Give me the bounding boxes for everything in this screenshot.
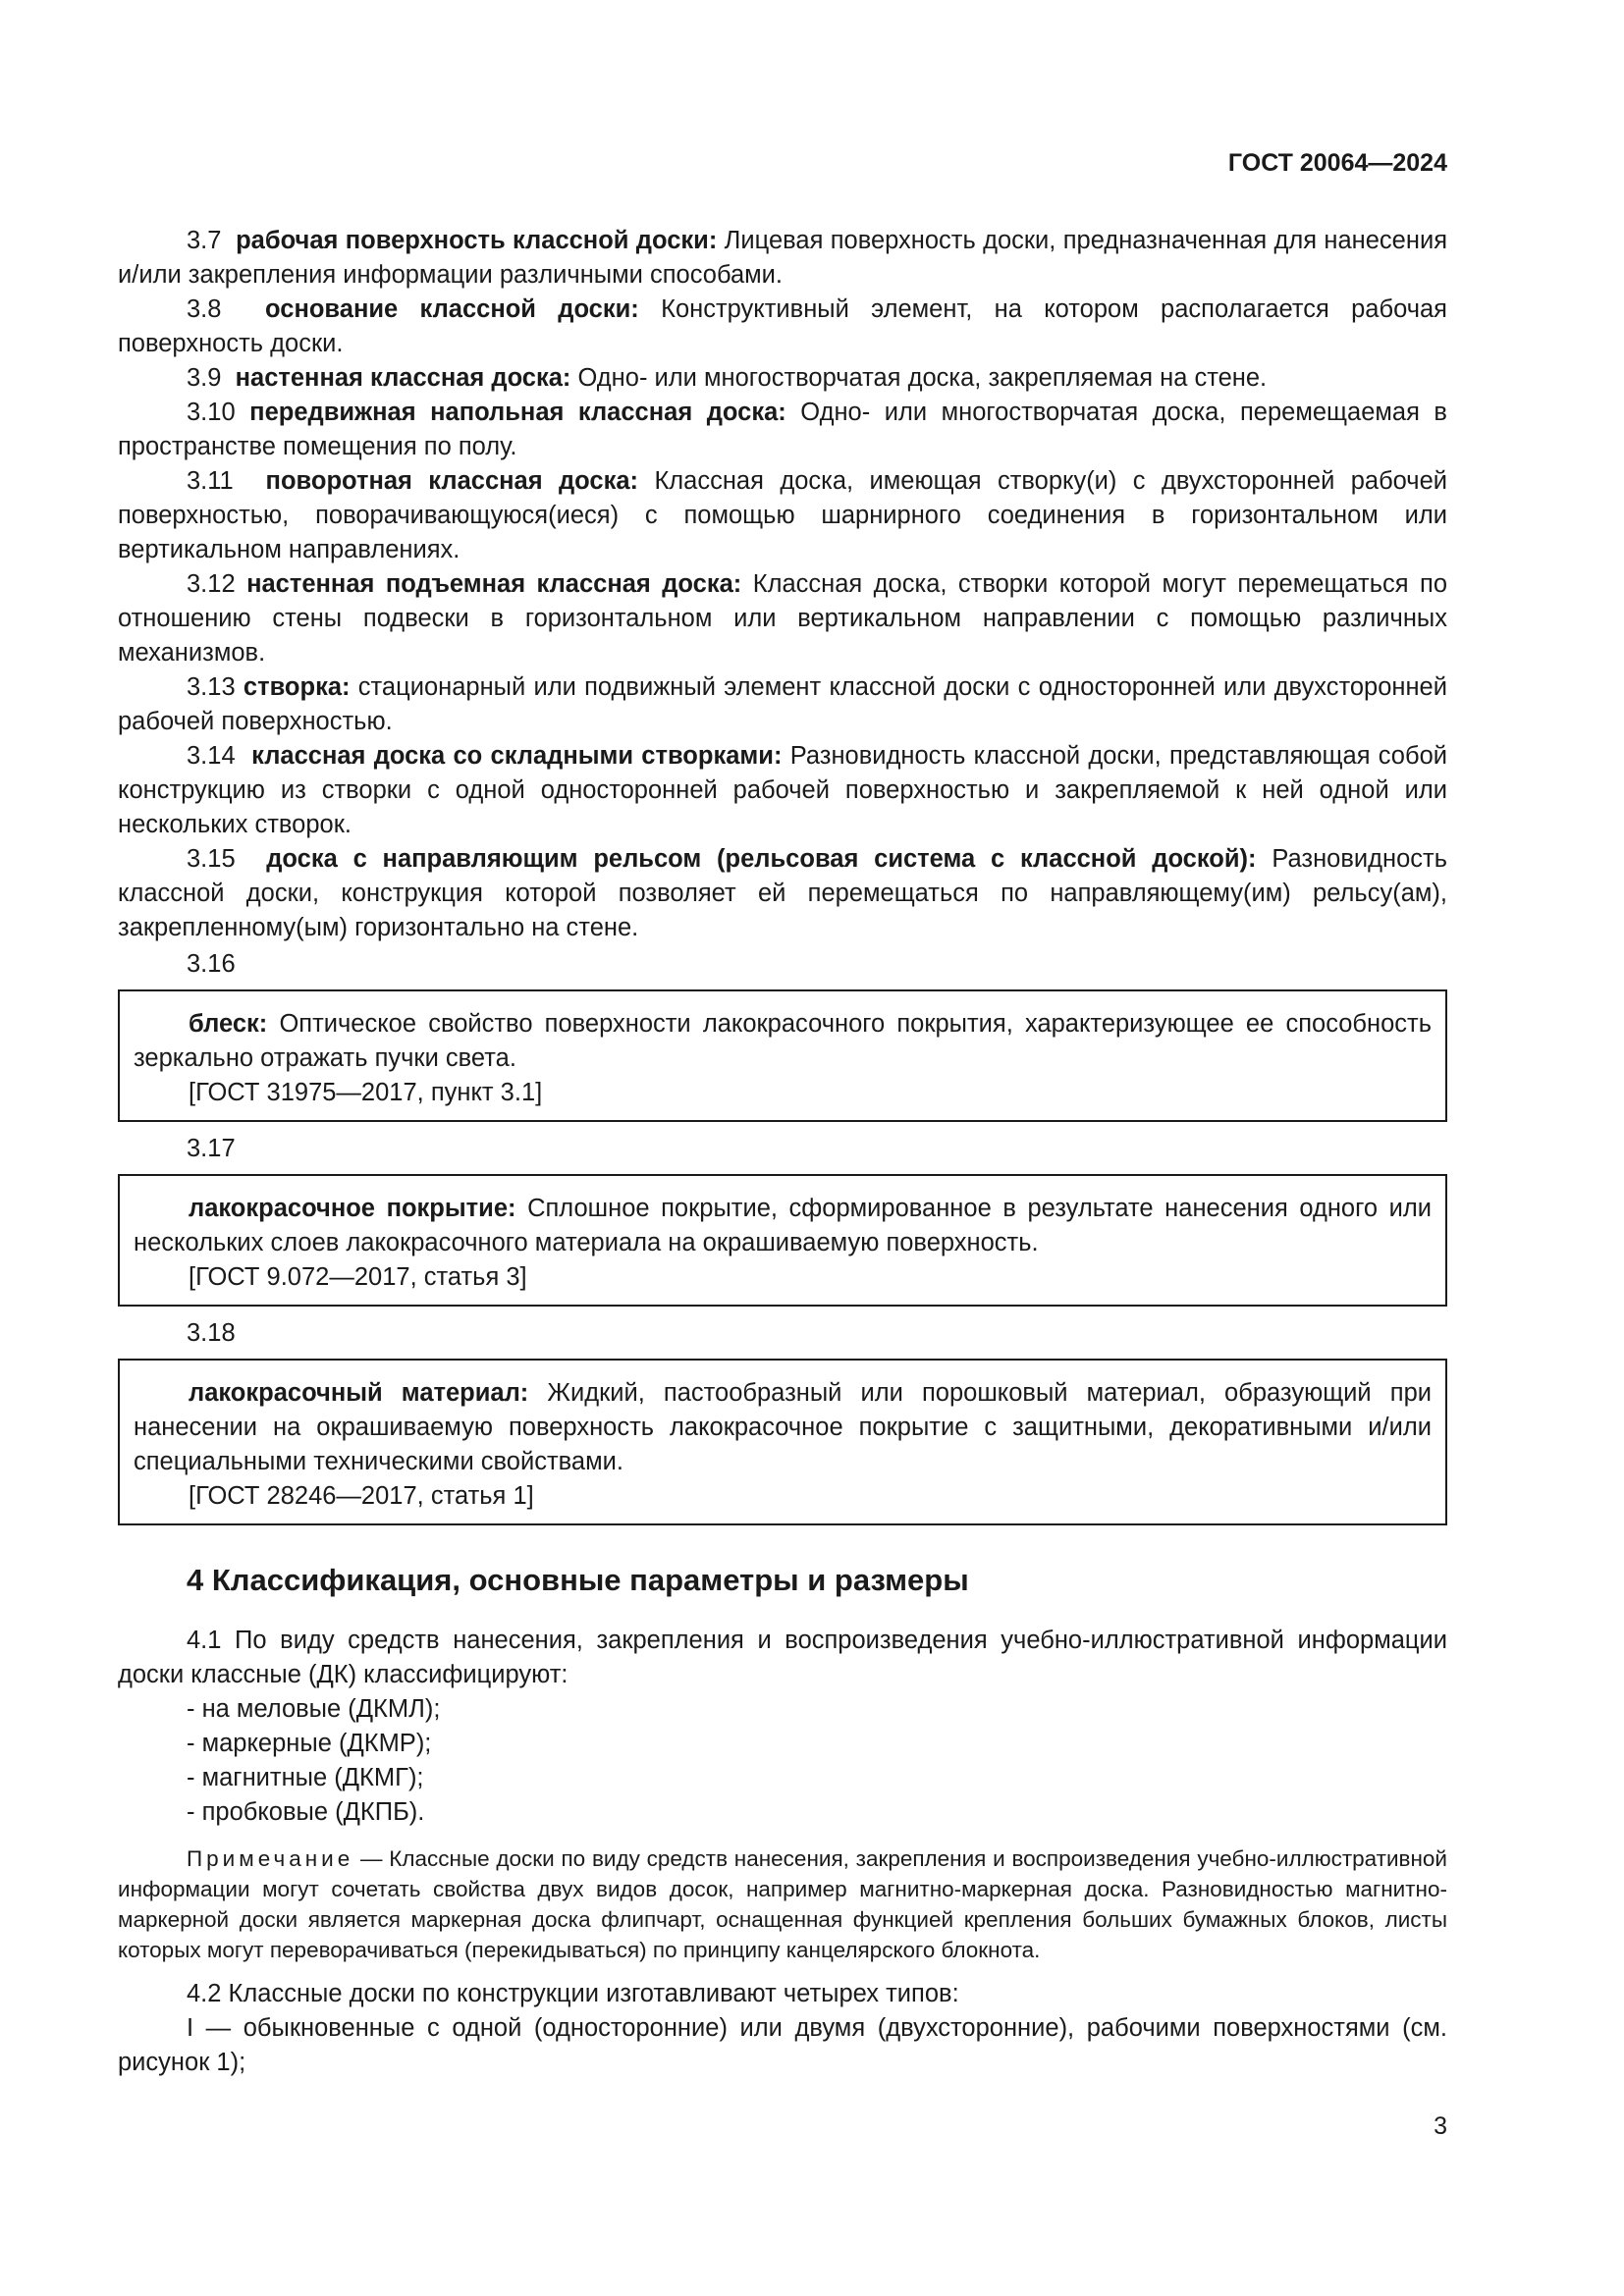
list-item: - магнитные (ДКМГ);	[187, 1764, 424, 1791]
term-3-12: 3.12 настенная подъемная классная доска: Классная доска, створки которой могут перемещаться по отношению стены подвески в горизонтальном или вертикальном направлении с помощью различных механизмов.	[118, 570, 1447, 667]
term-3-18-box	[118, 1359, 1447, 1525]
term-3-18-text: лакокрасочный материал: Жидкий, пастообразный или порошковый материал, образующий при нанесении на окрашиваемую поверхность лакокрасочное покрытие с защитными, декоративными и/или специальными техническими свойствами.	[134, 1379, 1432, 1475]
term-3-8: 3.8 основание классной доски: Конструктивный элемент, на котором располагается рабочая поверхность доски.	[118, 295, 1447, 357]
list-item: - маркерные (ДКМР);	[187, 1730, 432, 1757]
term-3-17-box	[118, 1174, 1447, 1307]
term-3-14: 3.14 классная доска со складными створками: Разновидность классной доски, представляющая собой конструкцию из створки с одной односторонней рабочей поверхностью и закрепляемой к ней одной или нескольких створок.	[118, 742, 1448, 838]
note	[118, 1843, 1447, 1965]
term-3-17-text: лакокрасочное покрытие: Сплошное покрытие, сформированное в результате нанесения одного или нескольких слоев лакокрасочного материала на окрашиваемую поверхность.	[134, 1195, 1432, 1256]
classification-list	[118, 1692, 1447, 1830]
term-3-16-ref: [ГОСТ 31975—2017, пункт 3.1]	[189, 1079, 543, 1106]
clause-4-1: 4.1 По виду средств нанесения, закрепления и воспроизведения учебно-иллюстративной информации доски классные (ДК) классифицируют:	[118, 1627, 1447, 1688]
term-3-10: 3.10 передвижная напольная классная доска: Одно- или многостворчатая доска, перемещаемая в пространстве помещения по полу.	[118, 399, 1447, 460]
document-header: ГОСТ 20064—2024	[1227, 149, 1447, 177]
term-3-18-ref: [ГОСТ 28246—2017, статья 1]	[189, 1482, 534, 1510]
list-item: - на меловые (ДКМЛ);	[187, 1695, 441, 1723]
page-content	[118, 224, 1447, 2080]
term-3-16-number: 3.16	[187, 950, 236, 978]
term-3-18-number: 3.18	[187, 1319, 236, 1347]
page-number: 3	[1434, 2112, 1447, 2140]
term-3-17-number: 3.17	[187, 1135, 236, 1162]
list-item: - пробковые (ДКПБ).	[187, 1798, 425, 1826]
term-3-11: 3.11 поворотная классная доска: Классная доска, имеющая створку(и) с двухсторонней рабочей поверхностью, поворачивающуюся(иеся) с помощью шарнирного соединения в горизонтальном или вертикальном направлениях.	[118, 467, 1448, 563]
term-3-9: 3.9 настенная классная доска: Одно- или многостворчатая доска, закрепляемая на стене.	[187, 364, 1268, 392]
note-label: Примечание	[187, 1846, 354, 1871]
term-3-15: 3.15 доска с направляющим рельсом (рельсовая система с классной доской): Разновидность классной доски, конструкция которой позволяет ей перемещаться по направляющему(им) рельсу(ам), закрепленному(ым) горизонтально на стене.	[118, 845, 1447, 941]
term-3-7: 3.7 рабочая поверхность классной доски: Лицевая поверхность доски, предназначенная для нанесения и/или закрепления информации различными способами.	[118, 227, 1448, 289]
term-3-13: 3.13 створка: стационарный или подвижный элемент классной доски с односторонней или двухсторонней рабочей поверхностью.	[118, 673, 1447, 735]
clause-4-2-type-1: I — обыкновенные с одной (односторонние) или двумя (двухсторонние), рабочими поверхностями (см. рисунок 1);	[118, 2014, 1447, 2076]
term-3-16-box	[118, 989, 1447, 1122]
clause-4-2: 4.2 Классные доски по конструкции изготавливают четырех типов:	[187, 1980, 959, 2007]
term-3-16-text: блеск: Оптическое свойство поверхности лакокрасочного покрытия, характеризующее ее способность зеркально отражать пучки света.	[134, 1010, 1432, 1072]
note-text: — Классные доски по виду средств нанесения, закрепления и воспроизведения учебно-иллюстративной информации могут сочетать свойства двух видов досок, например магнитно-маркерная доска. Разновидностью магнитно-маркерной доски является маркерная доска флипчарт, оснащенная функцией крепления больших бумажных блоков, листы которых могут переворачиваться (перекидываться) по принципу канцелярского блокнота.	[118, 1846, 1447, 1962]
section-4-heading: 4 Классификация, основные параметры и размеры	[187, 1563, 969, 1597]
term-3-17-ref: [ГОСТ 9.072—2017, статья 3]	[189, 1263, 527, 1291]
